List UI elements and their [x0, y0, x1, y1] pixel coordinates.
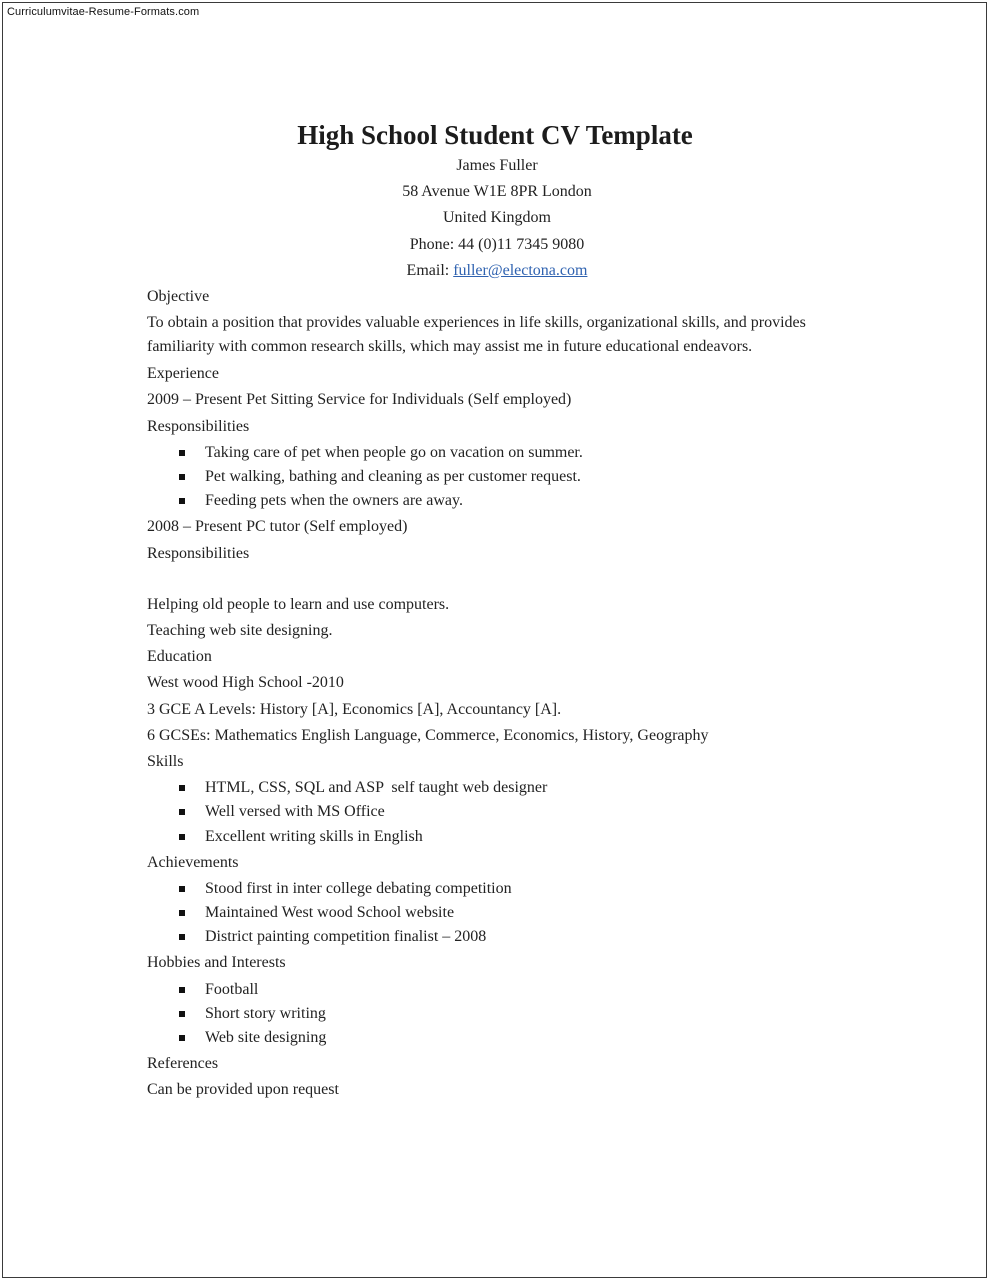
list-item	[147, 441, 847, 465]
list-item-text: Pet walking, bathing and cleaning as per customer request.	[205, 467, 581, 485]
achievements-section	[147, 850, 847, 950]
bullet-icon	[179, 1035, 185, 1041]
email-link[interactable]: fuller@electona.com	[453, 261, 588, 279]
list-item	[147, 978, 847, 1002]
list-item	[147, 776, 847, 800]
hobbies-list	[147, 978, 847, 1051]
responsibility-line: Teaching web site designing.	[147, 621, 333, 639]
bullet-icon	[179, 474, 185, 480]
responsibilities-list	[147, 441, 847, 514]
contact-name: James Fuller	[456, 157, 538, 174]
list-item-text: Well versed with MS Office	[205, 803, 385, 821]
bullet-icon	[179, 886, 185, 892]
objective-section	[147, 284, 847, 359]
list-item	[147, 465, 847, 489]
education-section	[147, 644, 847, 749]
experience-heading: Experience	[147, 365, 219, 383]
experience-section	[147, 361, 847, 644]
contact-address: 58 Avenue W1E 8PR London	[402, 183, 592, 201]
education-line: West wood High School -2010	[147, 674, 344, 692]
list-item-text: Feeding pets when the owners are away.	[205, 492, 463, 510]
job-title: 2008 – Present PC tutor (Self employed)	[147, 518, 408, 536]
responsibilities-heading: Responsibilities	[147, 544, 250, 562]
hobbies-section	[147, 950, 847, 1050]
contact-country: United Kingdom	[443, 209, 551, 227]
bullet-icon	[179, 834, 185, 840]
list-item-text: Stood first in inter college debating competition	[205, 879, 512, 897]
hobbies-heading: Hobbies and Interests	[147, 954, 286, 972]
bullet-icon	[179, 809, 185, 815]
list-item-text: District painting competition finalist – 2008	[205, 928, 487, 946]
skills-section	[147, 749, 847, 849]
skills-list	[147, 776, 847, 849]
list-item-text: Web site designing	[205, 1029, 327, 1047]
achievements-list	[147, 877, 847, 950]
contact-block	[147, 153, 847, 284]
list-item	[147, 925, 847, 949]
bullet-icon	[179, 934, 185, 940]
list-item	[147, 1026, 847, 1050]
references-text: Can be provided upon request	[147, 1081, 339, 1099]
contact-phone: Phone: 44 (0)11 7345 9080	[409, 235, 585, 253]
list-item-text: Short story writing	[205, 1004, 326, 1022]
bullet-icon	[179, 498, 185, 504]
list-item-text: Football	[205, 980, 259, 998]
bullet-icon	[179, 987, 185, 993]
list-item-text: Excellent writing skills in English	[205, 827, 423, 845]
references-section	[147, 1051, 847, 1103]
list-item-text: HTML, CSS, SQL and ASP self taught web designer	[205, 779, 548, 797]
bullet-icon	[179, 910, 185, 916]
list-item	[147, 800, 847, 824]
objective-text: To obtain a position that provides valuable experiences in life skills, organizational skills, and provides familiarity with common research skills, which may assist me in future educational endeavors.	[147, 314, 806, 356]
bullet-icon	[179, 1011, 185, 1017]
references-heading: References	[147, 1055, 219, 1073]
bullet-icon	[179, 785, 185, 791]
blank-line	[147, 567, 847, 592]
email-label: Email:	[406, 261, 454, 279]
responsibility-line: Helping old people to learn and use computers.	[147, 595, 450, 613]
bullet-icon	[179, 450, 185, 456]
watermark: Curriculumvitae-Resume-Formats.com	[7, 6, 200, 18]
list-item	[147, 1002, 847, 1026]
list-item-text: Maintained West wood School website	[205, 904, 455, 922]
education-heading: Education	[147, 648, 212, 666]
cv-document	[147, 117, 847, 1104]
education-line: 3 GCE A Levels: History [A], Economics [A], Accountancy [A].	[147, 700, 562, 718]
skills-heading: Skills	[147, 752, 184, 770]
responsibilities-heading: Responsibilities	[147, 417, 250, 435]
education-line: 6 GCSEs: Mathematics English Language, Commerce, Economics, History, Geography	[147, 726, 709, 744]
list-item	[147, 489, 847, 513]
achievements-heading: Achievements	[147, 853, 239, 871]
document-title: High School Student CV Template	[297, 120, 693, 150]
job-title: 2009 – Present Pet Sitting Service for Individuals (Self employed)	[147, 391, 572, 409]
list-item-text: Taking care of pet when people go on vacation on summer.	[205, 443, 583, 461]
list-item	[147, 901, 847, 925]
list-item	[147, 877, 847, 901]
list-item	[147, 825, 847, 849]
objective-heading: Objective	[147, 287, 210, 305]
contact-email-line	[147, 258, 847, 284]
